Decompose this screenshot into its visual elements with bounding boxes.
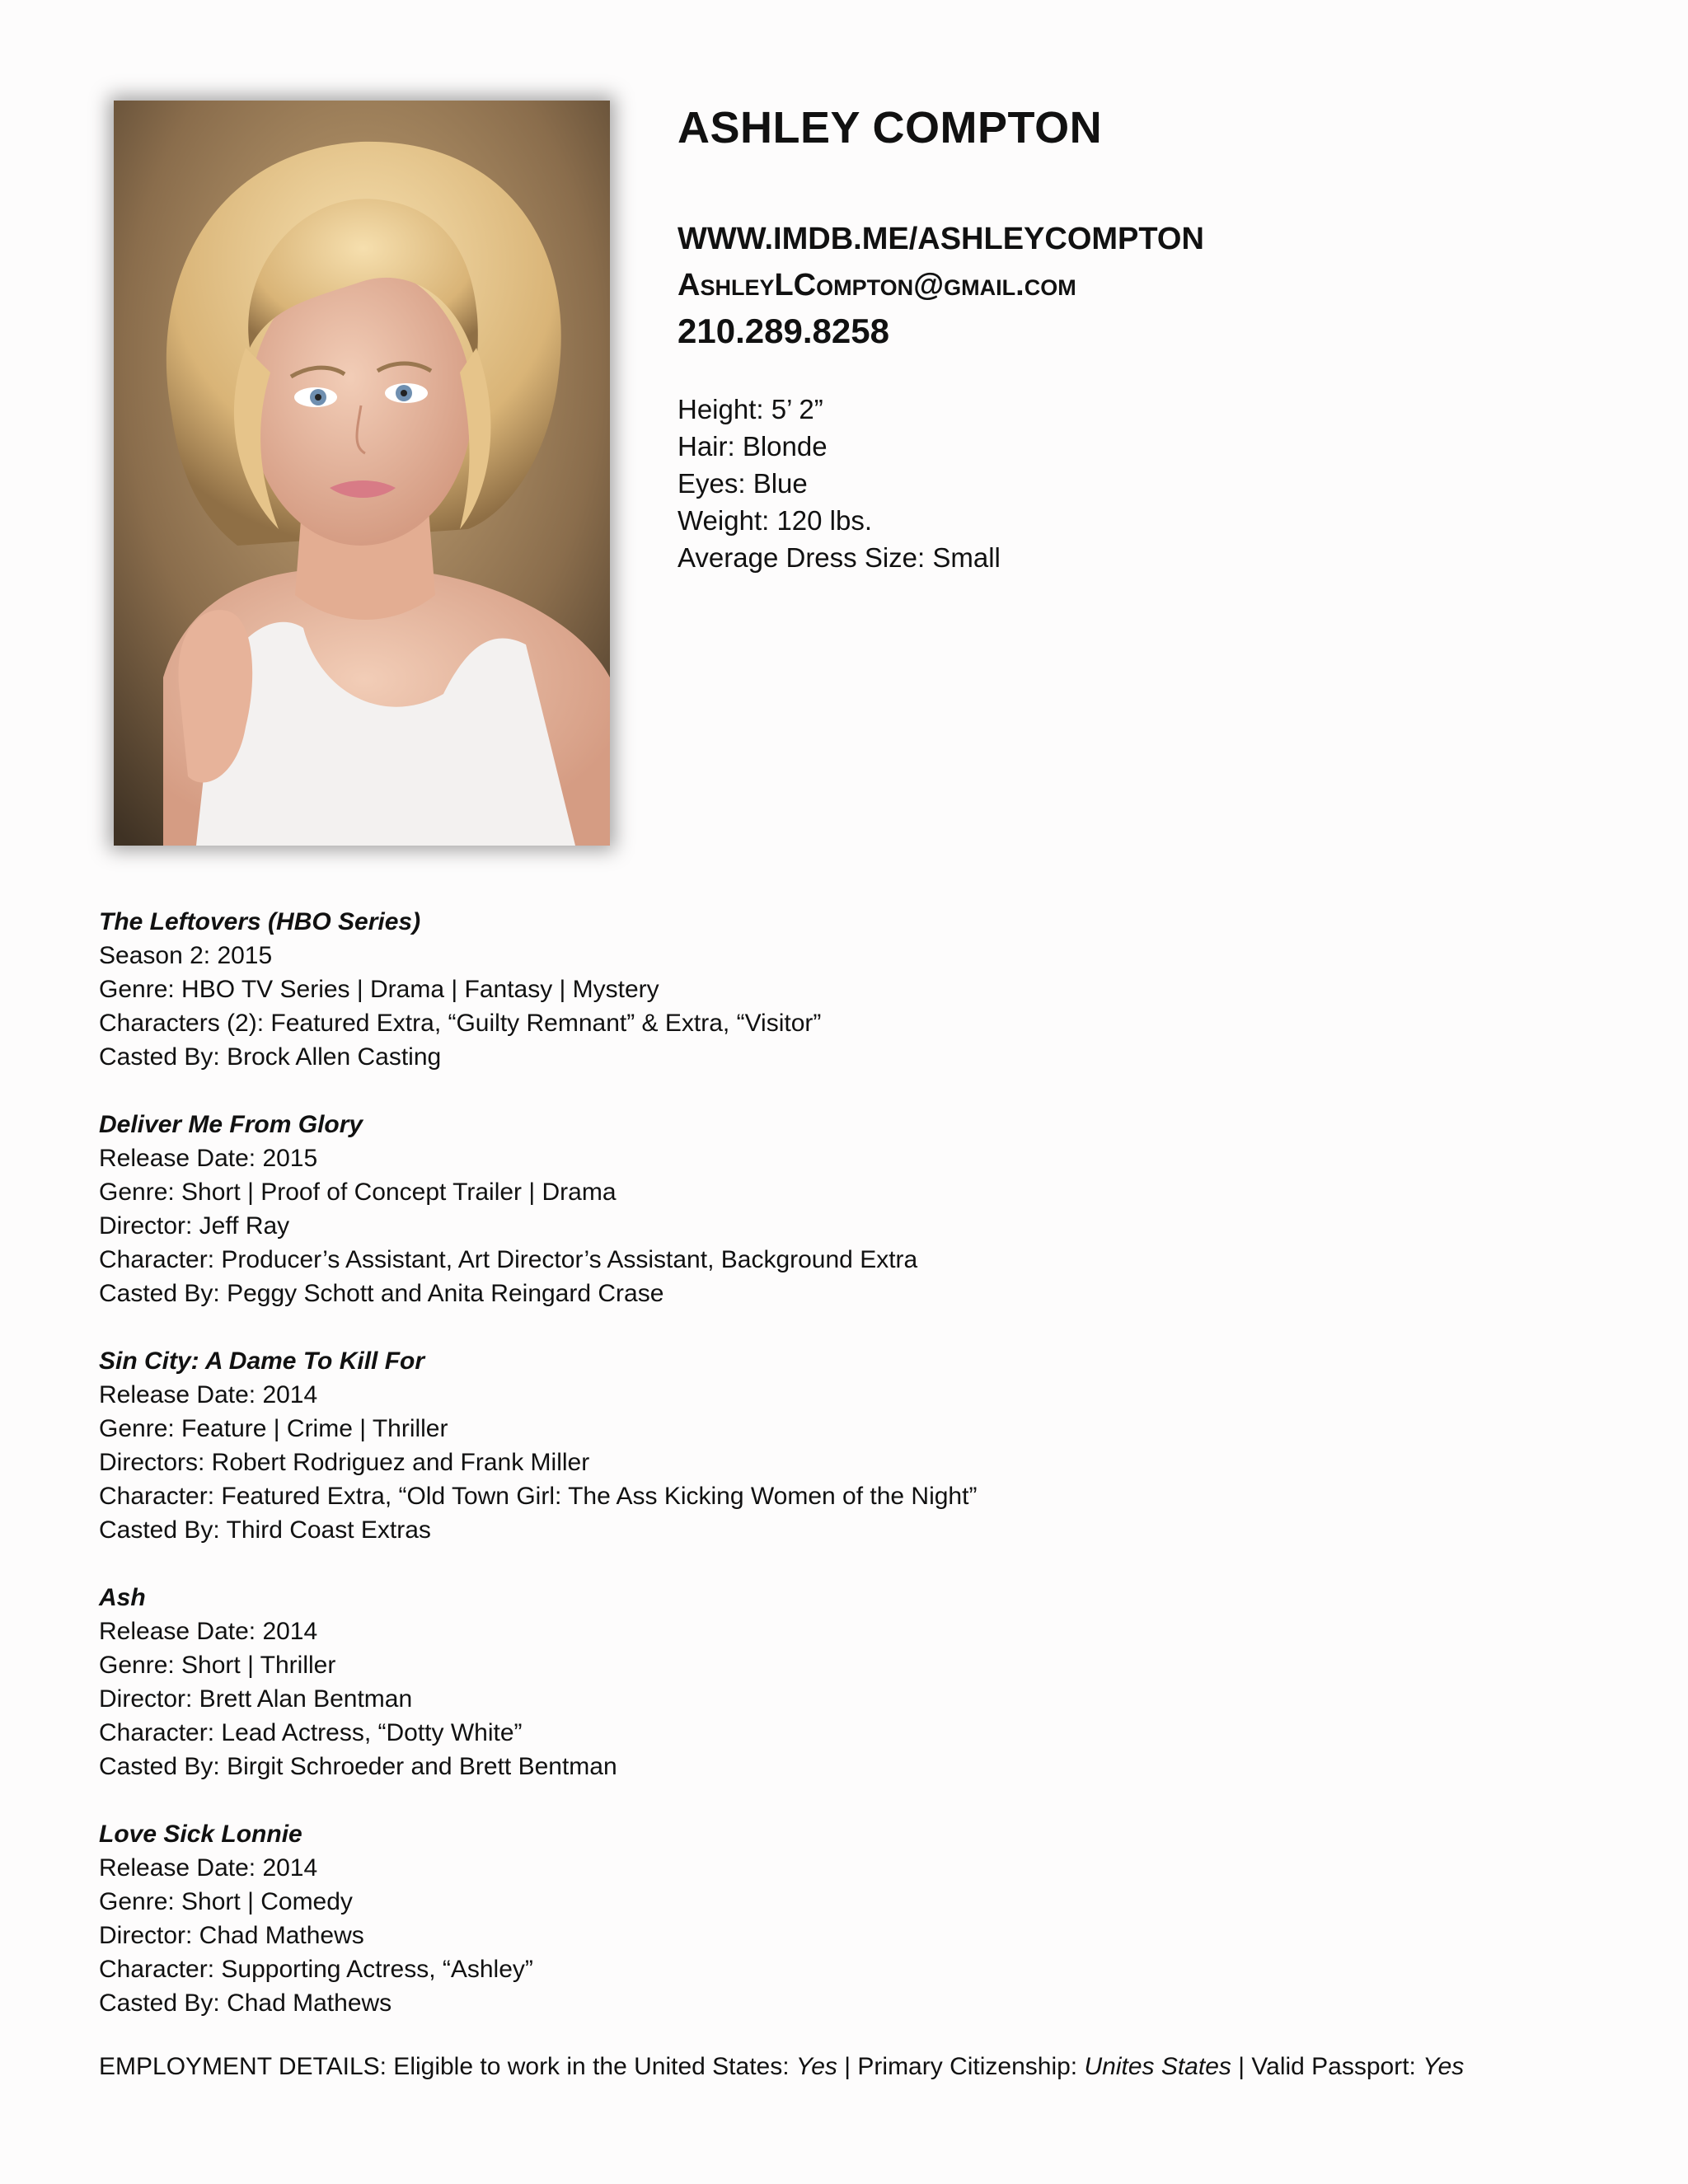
passport-value: Yes xyxy=(1423,2053,1465,2080)
credit-item xyxy=(99,1581,977,1783)
credit-line: Casted By: Third Coast Extras xyxy=(99,1516,431,1544)
credit-line: Character: Featured Extra, “Old Town Girl: The Ass Kicking Women of the Night” xyxy=(99,1483,978,1510)
stat-eyes: Eyes: Blue xyxy=(678,468,808,499)
credit-title: Ash xyxy=(99,1584,146,1611)
eligible-value: Yes xyxy=(795,2053,837,2080)
credit-line: Director: Jeff Ray xyxy=(99,1212,290,1240)
credit-item xyxy=(99,1108,977,1310)
credit-title: Deliver Me From Glory xyxy=(99,1111,363,1138)
credit-line: Director: Brett Alan Bentman xyxy=(99,1685,413,1713)
credit-title: Sin City: A Dame To Kill For xyxy=(99,1347,425,1375)
credit-item xyxy=(99,1817,977,2020)
credit-line: Director: Chad Mathews xyxy=(99,1922,364,1949)
credit-line: Release Date: 2015 xyxy=(99,1145,318,1172)
credits-list xyxy=(99,905,977,2054)
credit-line: Release Date: 2014 xyxy=(99,1854,318,1882)
credit-line: Release Date: 2014 xyxy=(99,1618,318,1645)
credit-title: The Leftovers (HBO Series) xyxy=(99,908,421,935)
phone-number: 210.289.8258 xyxy=(678,312,889,350)
credit-line: Release Date: 2014 xyxy=(99,1381,318,1408)
stat-hair: Hair: Blonde xyxy=(678,431,828,462)
credit-line: Character: Producer’s Assistant, Art Director’s Assistant, Background Extra xyxy=(99,1246,918,1273)
physical-stats xyxy=(678,391,1001,576)
credit-line: Casted By: Peggy Schott and Anita Reingard Crase xyxy=(99,1280,664,1307)
credit-line: Character: Lead Actress, “Dotty White” xyxy=(99,1719,523,1746)
credit-item xyxy=(99,1344,977,1547)
credit-line: Characters (2): Featured Extra, “Guilty Remnant” & Extra, “Visitor” xyxy=(99,1010,822,1037)
employment-details xyxy=(99,2050,1464,2083)
employment-sep: | Primary Citizenship: xyxy=(837,2053,1085,2080)
credit-line: Genre: Short | Thriller xyxy=(99,1652,336,1679)
employment-label: EMPLOYMENT DETAILS: Eligible to work in the United States: xyxy=(99,2053,796,2080)
imdb-link[interactable]: WWW.IMDB.ME/ASHLEYCOMPTON xyxy=(678,222,1204,256)
credit-line: Character: Supporting Actress, “Ashley” xyxy=(99,1956,533,1983)
email-link[interactable]: AshleyLCompton@gmail.com xyxy=(678,268,1076,302)
headshot-photo xyxy=(114,101,610,846)
contact-block xyxy=(678,216,1204,354)
stat-dress-size: Average Dress Size: Small xyxy=(678,542,1001,573)
credit-item xyxy=(99,905,977,1074)
credit-line: Genre: Short | Comedy xyxy=(99,1888,353,1915)
credit-line: Genre: Short | Proof of Concept Trailer | Drama xyxy=(99,1179,617,1206)
credit-line: Genre: HBO TV Series | Drama | Fantasy | Mystery xyxy=(99,976,659,1003)
credit-line: Casted By: Chad Mathews xyxy=(99,1990,392,2017)
credit-title: Love Sick Lonnie xyxy=(99,1821,302,1848)
credit-line: Genre: Feature | Crime | Thriller xyxy=(99,1415,448,1442)
actor-name: ASHLEY COMPTON xyxy=(678,103,1103,152)
credit-line: Season 2: 2015 xyxy=(99,942,273,969)
employment-sep: | Valid Passport: xyxy=(1231,2053,1423,2080)
credit-line: Casted By: Brock Allen Casting xyxy=(99,1043,442,1071)
credit-line: Casted By: Birgit Schroeder and Brett Bentman xyxy=(99,1753,617,1780)
stat-height: Height: 5’ 2” xyxy=(678,394,823,424)
credit-line: Directors: Robert Rodriguez and Frank Miller xyxy=(99,1449,590,1476)
stat-weight: Weight: 120 lbs. xyxy=(678,505,873,536)
citizenship-value: Unites States xyxy=(1084,2053,1231,2080)
